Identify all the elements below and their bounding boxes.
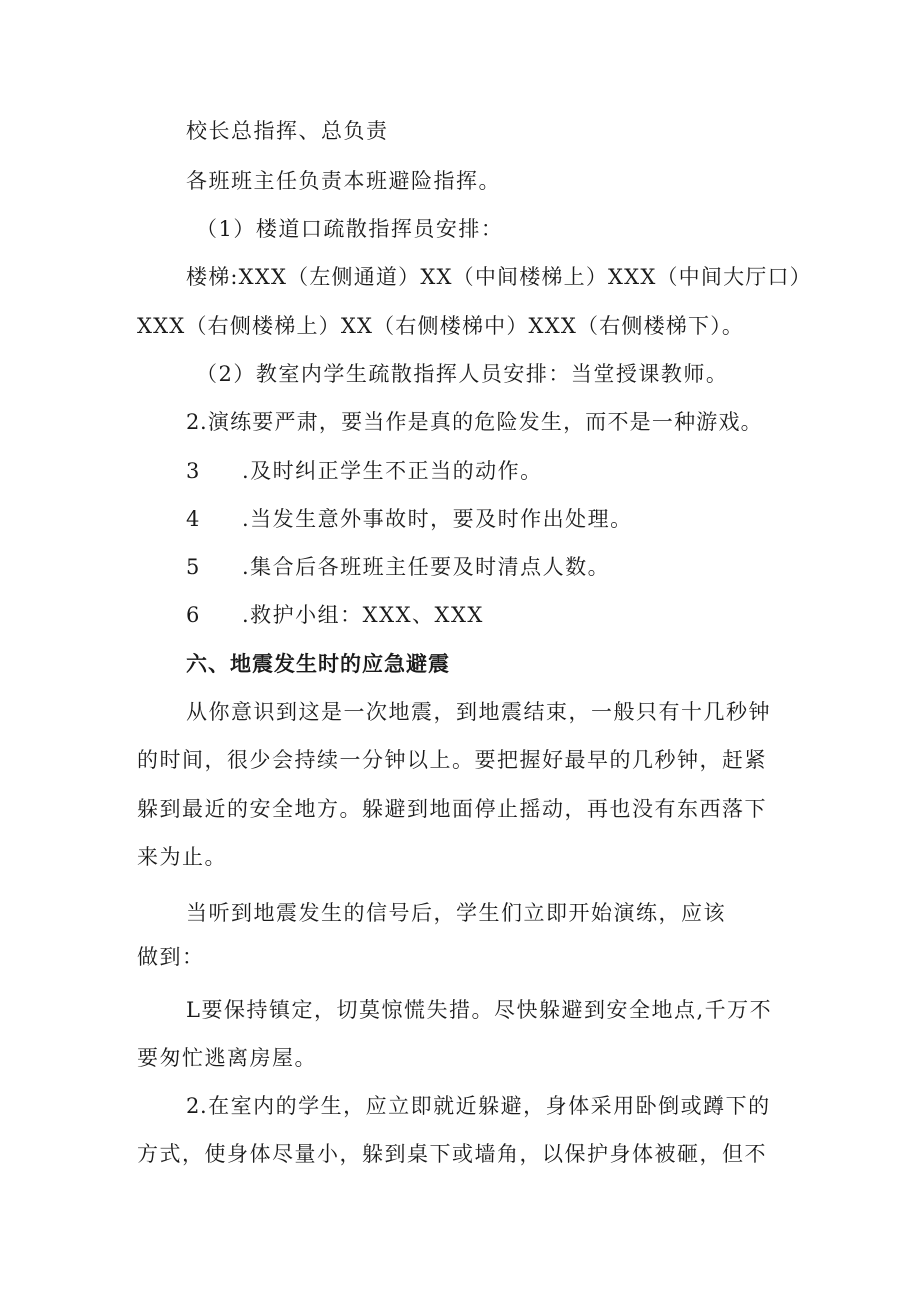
list-item-number: 4 bbox=[186, 507, 201, 531]
list-item bbox=[186, 505, 633, 533]
list-item-number: 2 bbox=[186, 1094, 201, 1118]
list-item bbox=[186, 408, 763, 436]
paragraph-line: 来为止。 bbox=[137, 845, 227, 869]
list-item-number: 5 bbox=[186, 555, 201, 579]
list-item-text: .集合后各班班主任要及时清点人数。 bbox=[242, 555, 611, 579]
paragraph-line: 的时间，很少会持续一分钟以上。要把握好最早的几秒钟，赶紧 bbox=[137, 748, 767, 772]
list-item-text: .演练要严肃，要当作是真的危险发生，而不是一种游戏。 bbox=[200, 410, 763, 434]
list-item bbox=[186, 457, 543, 485]
list-item-number: 3 bbox=[186, 459, 201, 483]
list-item bbox=[186, 553, 610, 581]
text-line: XXX（右侧楼梯上）XX（右侧楼梯中）XXX（右侧楼梯下）。 bbox=[137, 314, 745, 338]
paragraph-line: 做到： bbox=[137, 945, 205, 969]
list-item-text: .在室内的学生，应立即就近躲避，身体采用卧倒或蹲下的 bbox=[200, 1094, 771, 1118]
text-line: （2）教室内学生疏散指挥人员安排：当堂授课教师。 bbox=[196, 362, 729, 386]
list-item-number: 6 bbox=[186, 603, 201, 627]
text-line: （1）楼道口疏散指挥员安排： bbox=[196, 217, 504, 241]
list-item-number: 2 bbox=[186, 410, 201, 434]
text-line: 校长总指挥、总负责 bbox=[186, 119, 389, 143]
list-item bbox=[186, 601, 484, 629]
paragraph-line bbox=[186, 1092, 771, 1120]
paragraph-line: 从你意识到这是一次地震，到地震结束，一般只有十几秒钟 bbox=[186, 700, 771, 724]
list-item-text: .救护小组：XXX、XXX bbox=[242, 603, 484, 627]
list-item-text: .当发生意外事故时，要及时作出处理。 bbox=[242, 507, 633, 531]
paragraph-line: L要保持镇定，切莫惊慌失措。尽快躲避到安全地点,千万不 bbox=[186, 998, 773, 1022]
paragraph-line: 躲到最近的安全地方。躲避到地面停止摇动，再也没有东西落下 bbox=[137, 797, 767, 821]
text-line: 各班班主任负责本班避险指挥。 bbox=[186, 169, 501, 193]
paragraph-line: 方式，使身体尽量小，躲到桌下或墙角，以保护身体被砸，但不 bbox=[137, 1142, 767, 1166]
paragraph-line: 要匆忙逃离房屋。 bbox=[137, 1046, 317, 1070]
text-line: 楼梯:XXX（左侧通道）XX（中间楼梯上）XXX（中间大厅口） bbox=[186, 265, 812, 289]
list-item-text: .及时纠正学生不正当的动作。 bbox=[242, 459, 543, 483]
paragraph-line: 当听到地震发生的信号后，学生们立即开始演练，应该 bbox=[186, 901, 726, 925]
section-heading: 六、地震发生时的应急避震 bbox=[186, 652, 450, 676]
